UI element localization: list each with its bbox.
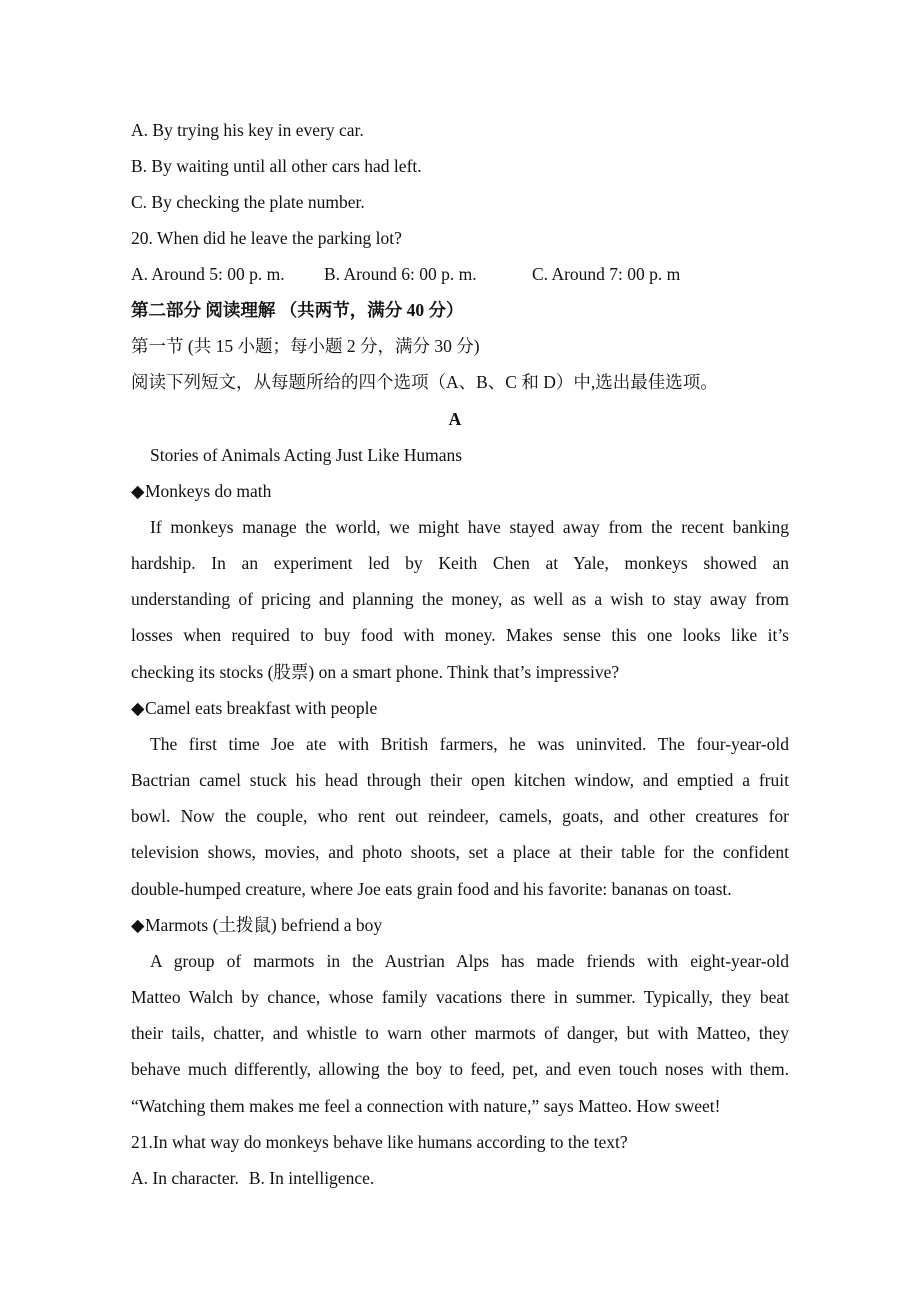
section1-heading: 第一节 (共 15 小题；每小题 2 分，满分 30 分) — [131, 336, 480, 356]
story1-line: checking its stocks (股票) on a smart phone. Think that’s impressive? — [131, 662, 620, 682]
part2-heading: 第二部分 阅读理解 （共两节，满分 40 分） — [131, 300, 464, 320]
q21-option-b: B. In intelligence. — [248, 1168, 375, 1188]
story1-line: losses when required to buy food with money. Makes sense this one looks like it’s — [131, 625, 789, 645]
diamond-bullet-icon: ◆ — [131, 481, 145, 501]
story2-line: television shows, movies, and photo shoots, set a place at their table for the confident — [131, 842, 789, 862]
diamond-bullet-icon: ◆ — [131, 915, 145, 935]
q20-option-c: C. Around 7: 00 p. m — [532, 264, 681, 284]
story1-heading-row — [131, 479, 271, 503]
story2-line: The first time Joe ate with British farmers, he was uninvited. The four-year-old — [150, 734, 789, 754]
story3-heading: Marmots (土拨鼠) befriend a boy — [145, 915, 383, 935]
story2-heading-row — [131, 696, 377, 720]
story3-line: Matteo Walch by chance, whose family vacations there in summer. Typically, they beat — [131, 987, 789, 1007]
story3-line: their tails, chatter, and whistle to warn other marmots of danger, but with Matteo, they — [131, 1023, 789, 1043]
story1-line: understanding of pricing and planning the money, as well as a wish to stay away from — [131, 589, 789, 609]
diamond-bullet-icon: ◆ — [131, 698, 145, 718]
q20-question: 20. When did he leave the parking lot? — [131, 228, 402, 248]
story1-line: hardship. In an experiment led by Keith Chen at Yale, monkeys showed an — [131, 553, 789, 573]
passage-label: A — [448, 409, 462, 429]
reading-instruction: 阅读下列短文，从每题所给的四个选项（A、B、C 和 D）中,选出最佳选项。 — [131, 372, 718, 392]
story3-line: “Watching them makes me feel a connection with nature,” says Matteo. How sweet! — [131, 1096, 721, 1116]
q21-option-a: A. In character. — [131, 1168, 239, 1188]
story3-heading-row — [131, 913, 382, 937]
q21-options — [131, 1166, 374, 1190]
story2-heading: Camel eats breakfast with people — [145, 698, 378, 718]
q20-option-a: A. Around 5: 00 p. m. — [131, 264, 285, 284]
q19-option-b: B. By waiting until all other cars had left. — [131, 156, 422, 176]
q20-option-b: B. Around 6: 00 p. m. — [324, 264, 477, 284]
passage-title: Stories of Animals Acting Just Like Humans — [150, 445, 463, 465]
q19-option-a: A. By trying his key in every car. — [131, 120, 364, 140]
q20-options — [131, 262, 811, 286]
story1-line: If monkeys manage the world, we might have stayed away from the recent banking — [150, 517, 789, 537]
story2-line: Bactrian camel stuck his head through their open kitchen window, and emptied a fruit — [131, 770, 789, 790]
story2-line: bowl. Now the couple, who rent out reindeer, camels, goats, and other creatures for — [131, 806, 789, 826]
story2-line: double-humped creature, where Joe eats grain food and his favorite: bananas on toast. — [131, 879, 732, 899]
story3-line: behave much differently, allowing the boy to feed, pet, and even touch noses with them. — [131, 1059, 789, 1079]
q21-question: 21.In what way do monkeys behave like humans according to the text? — [131, 1132, 628, 1152]
story3-line: A group of marmots in the Austrian Alps has made friends with eight-year-old — [150, 951, 789, 971]
q19-option-c: C. By checking the plate number. — [131, 192, 365, 212]
story1-heading: Monkeys do math — [145, 481, 272, 501]
